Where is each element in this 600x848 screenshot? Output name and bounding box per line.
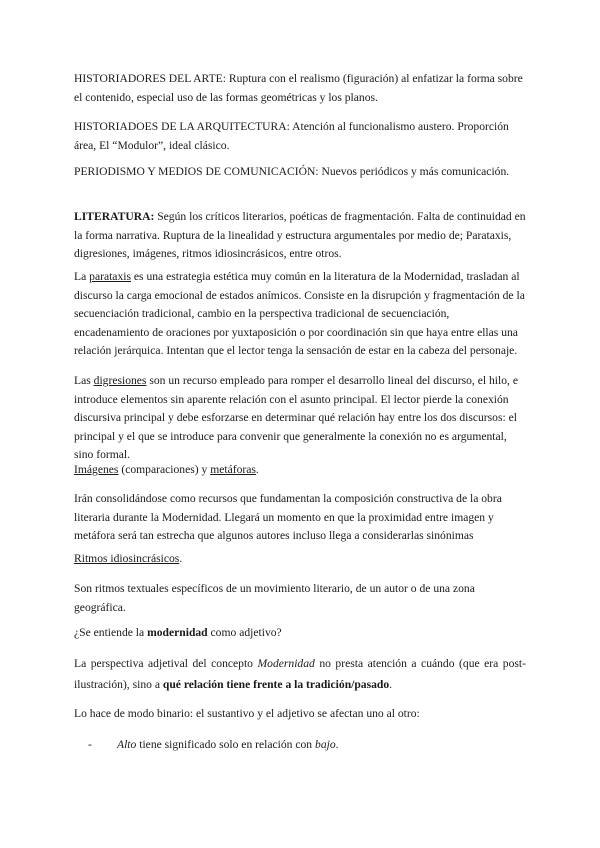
term-metaforas: metáforas	[210, 463, 256, 476]
parataxis-pre: La	[74, 270, 90, 283]
label-literatura: LITERATURA:	[74, 210, 155, 223]
text-historiadores-arte: Ruptura con el realismo (figuración) al enfatizar la forma sobre el contenido, especial uso de las formas geométricas y los planos.	[74, 72, 523, 104]
bullet-mid: tiene significado solo en relación con	[136, 738, 316, 751]
paragraph-binario: Lo hace de modo binario: el sustantivo y el adjetivo se afectan uno al otro:	[74, 707, 420, 720]
term-bajo: bajo	[315, 738, 336, 751]
paragraph-periodismo	[74, 163, 526, 182]
bullet-item	[74, 736, 526, 756]
bullet-dash: -	[88, 738, 92, 751]
imagenes-mid: (comparaciones) y	[118, 463, 211, 476]
text-parataxis: es una estrategia estética muy común en la literatura de la Modernidad, trasladan al discurso la carga emocional de estados anímicos. Consiste en la disrupción y fragmentación de la secuenciación tradicional, cambio en la perspectiva tradicional de secuenciación, encadenamiento de oraciones por yuxtaposición o por coordinación sin que haya entre ellas una relación jerárquica. Intentan que el lector tenga la sensación de estar en la cabeza del personaje.	[74, 270, 525, 358]
term-parataxis: parataxis	[89, 270, 131, 283]
paragraph-historiadores-arte	[74, 70, 526, 107]
paragraph-imagenes: Irán consolidándose como recursos que fundamentan la composición constructiva de la obra literaria durante la Modernidad. Llegará un momento en que la proximidad entre imagen y metáfora será tan estrecha que algunos autores incluso llega a considerarlas sinónimas	[74, 492, 502, 543]
perspectiva-end: .	[389, 678, 393, 691]
term-ritmos: Ritmos idiosincrásicos	[74, 552, 180, 565]
label-periodismo: PERIODISMO Y MEDIOS DE COMUNICACIÓN:	[74, 165, 319, 178]
perspectiva-mid: no presta atención a cuándo (que era post-ilustración), sino a	[74, 657, 526, 691]
label-historiadores-arquitectura: HISTORIADOES DE LA ARQUITECTURA:	[74, 120, 290, 133]
label-historiadores-arte: HISTORIADORES DEL ARTE:	[74, 72, 226, 85]
question-modernidad	[74, 624, 526, 643]
heading-imagenes	[74, 461, 526, 480]
paragraph-perspectiva	[74, 653, 526, 695]
bullet-end: .	[335, 738, 339, 751]
term-imagenes: Imágenes	[74, 463, 119, 476]
heading-ritmos	[74, 550, 526, 569]
paragraph-digresiones	[74, 372, 526, 465]
paragraph-historiadores-arquitectura	[74, 118, 526, 155]
perspectiva-bold: qué relación tiene frente a la tradición/pasado	[162, 678, 390, 691]
paragraph-ritmos: Son ritmos textuales específicos de un movimiento literario, de un autor o de una zona geográfica.	[74, 582, 475, 614]
paragraph-parataxis	[74, 268, 526, 361]
imagenes-end: .	[255, 463, 259, 476]
question-post: como adjetivo?	[207, 626, 282, 639]
paragraph-literatura	[74, 208, 526, 264]
question-pre: ¿Se entiende la	[74, 626, 148, 639]
term-digresiones: digresiones	[93, 374, 147, 387]
term-alto: Alto	[117, 738, 137, 751]
digresiones-pre: Las	[74, 374, 94, 387]
term-modernidad-italic: Modernidad	[257, 657, 315, 670]
text-historiadores-arquitectura: Atención al funcionalismo austero. Proporción área, El “Modulor”, ideal clásico.	[74, 120, 509, 152]
term-modernidad: modernidad	[147, 626, 208, 639]
text-literatura: Según los críticos literarios, poéticas de fragmentación. Falta de continuidad en la forma narrativa. Ruptura de la linealidad y estructura argumentales por medio de; Parataxis, digresiones, imágenes, ritmos idiosincrásicos, entre otros.	[74, 210, 526, 261]
text-digresiones: son un recurso empleado para romper el desarrollo lineal del discurso, el hilo, e introduce elementos sin aparente relación con el asunto principal. El lector pierde la conexión discursiva principal y debe esforzarse en determinar qué relación hay entre los dos discursos: el principal y el que se introduce para convenir que generalmente la conexión no es argumental, sino formal.	[74, 374, 518, 462]
ritmos-end: .	[179, 552, 183, 565]
bullet-text	[117, 736, 339, 755]
text-periodismo: Nuevos periódicos y más comunicación.	[318, 165, 510, 178]
perspectiva-pre: La perspectiva adjetival del concepto	[74, 657, 258, 670]
